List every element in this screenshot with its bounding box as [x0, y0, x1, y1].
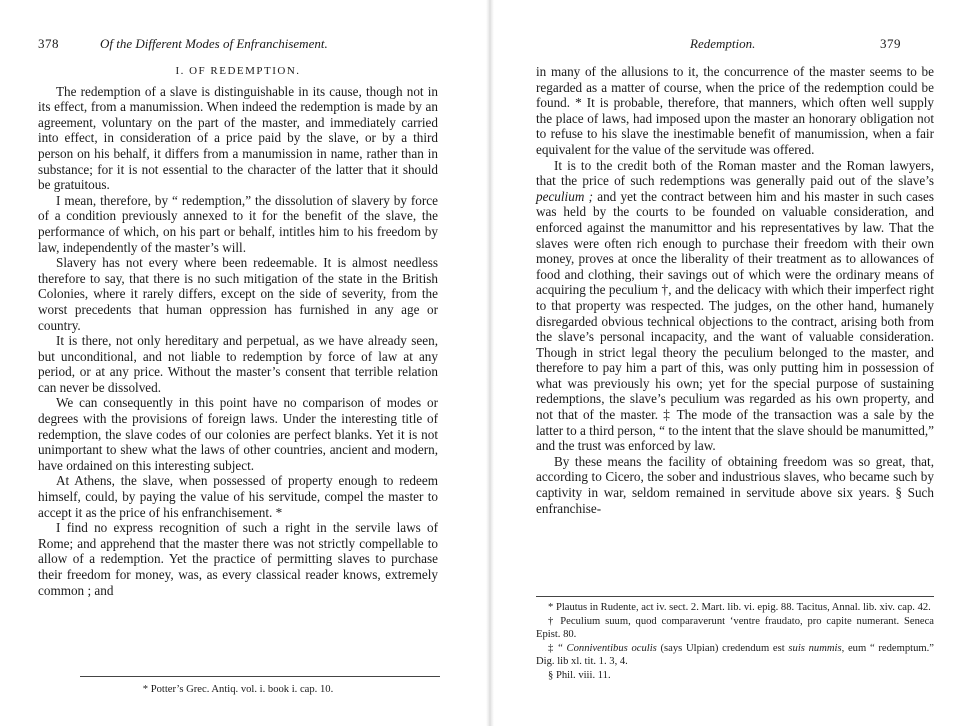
paragraph: Slavery has not every where been redeemable. It is almost needless therefore to say, that there is no such mitigation of the state in the British Colonies, where it rarely differs, except on the side of severity, from the worst precedents that human oppression has furnished in any age or country. — [38, 255, 438, 333]
paragraph: The redemption of a slave is distinguishable in its cause, though not in its effect, from a manumission. When indeed the redemption is made by an agreement, voluntary on the part of the master, and immediately carried into effect, in consideration of a price paid by the slave, or by a third person on his behalf, it differs from a manumission in name, rather than in substance; for it is not essential to the character of the latter that it should be gratuitous. — [38, 83, 438, 193]
paragraph: We can consequently in this point have no comparison of modes or degrees with the provisions of foreign laws. Under the interesting title of redemption, the slave codes of our colonies are perfect blanks. Yet it is not unimportant to shew what the laws of other countries, ancient and modern, have ordained on this interesting subject. — [38, 395, 438, 473]
page-number-right: 379 — [880, 36, 901, 51]
footnote-rule-right — [536, 596, 934, 597]
footnote: * Plautus in Rudente, act iv. sect. 2. Mart. lib. vi. epig. 88. Tacitus, Annal. lib. xiv. cap. 42. — [548, 602, 931, 613]
page-number-left: 378 — [38, 36, 59, 51]
footnote: * Potter’s Grec. Antiq. vol. i. book i. cap. 10. — [142, 684, 334, 695]
section-heading: I. OF REDEMPTION. — [175, 65, 301, 77]
paragraph: in many of the allusions to it, the concurrence of the master seems to be regarded as a matter of course, when the price of the redemption could be found. * It is probable, therefore, that manners, which often well supply the place of laws, had imposed upon the master an honorary obligation not to refuse to his slave the inestimable benefit of manumission, when a fair equivalent for the value of the servitude was offered. — [536, 64, 934, 157]
paragraph: By these means the facility of obtaining freedom was so great, that, according to Cicero, the sober and industrious slaves, who became such by captivity in war, seldom remained in servitude above six years. § Such enfranchise- — [536, 453, 934, 516]
left-text-column — [38, 64, 438, 598]
footnote-rule-left — [80, 676, 440, 677]
footnote: § Phil. viii. 11. — [548, 669, 611, 681]
footnote: ‡ “ Conniventibus oculis (says Ulpian) credendum est suis nummis, eum “ redemptum.” Dig. lib xl. tit. 1. 3, 4. — [536, 642, 934, 668]
paragraph: It is there, not only hereditary and perpetual, as we have already seen, but unconditional, and not liable to redemption by force of law at any period, or at any price. Without the master’s consent that terrible relation can never be dissolved. — [38, 333, 438, 395]
footnotes-left — [38, 683, 438, 697]
paragraph: It is to the credit both of the Roman master and the Roman lawyers, that the price of such redemptions was generally paid out of the slave’s peculium ; and yet the contract between him and his master in such cases was held by the courts to be founded on valuable consideration, and enforced against the manumittor and his representatives by law. That the slaves were often rich enough to purchase their freedom with their own money, proves at once the liberality of their treatment as to allowances of food and clothing, their savings out of which were the ordinary means of acquiring the peculium †, and the delicacy with which their imperfect right to that property was respected. The judges, on the other hand, humanely disregarded obvious technical objections to the contract, arising both from the slave’s personal incapacity, and the want of valuable consideration. Though in strict legal theory the peculium belonged to the master, and therefore to pay him a part of this, was only putting him in possession of what was previously his own; yet for the special purpose of sustaining redemptions, the slave’s peculium was regarded as his own property, and not that of the master. ‡ The mode of the transaction was a sale by the latter to a third person, “ to the intent that the slave should be manumitted,” and the trust was enforced by law. — [536, 157, 934, 454]
right-text-column — [536, 64, 934, 516]
paragraph: I find no express recognition of such a right in the servile laws of Rome; and apprehend that the master there was not strictly compellable to allow of a redemption. Yet the practice of permitting slaves to purchase their freedom for money, was, as every classical reader knows, extremely common ; and — [38, 520, 438, 598]
footnotes-right — [536, 601, 934, 683]
paragraph: At Athens, the slave, when possessed of property enough to redeem himself, could, by paying the value of his servitude, compel the master to accept it as the price of his enfranchisement. * — [38, 473, 438, 520]
right-page — [490, 0, 980, 726]
paragraph: I mean, therefore, by “ redemption,” the dissolution of slavery by force of a condition previously annexed to it for the benefit of the slave, the performance of which, on his part or behalf, intitles him to his freedom by law, independently of the master’s will. — [38, 192, 438, 255]
running-head-left: Of the Different Modes of Enfranchisement. — [100, 36, 328, 51]
footnote: † Peculium suum, quod comparaverunt ‘ventre fraudato, pro capite numerant. Seneca Epist. 80. — [536, 615, 934, 641]
running-head-right: Redemption. — [690, 36, 756, 51]
